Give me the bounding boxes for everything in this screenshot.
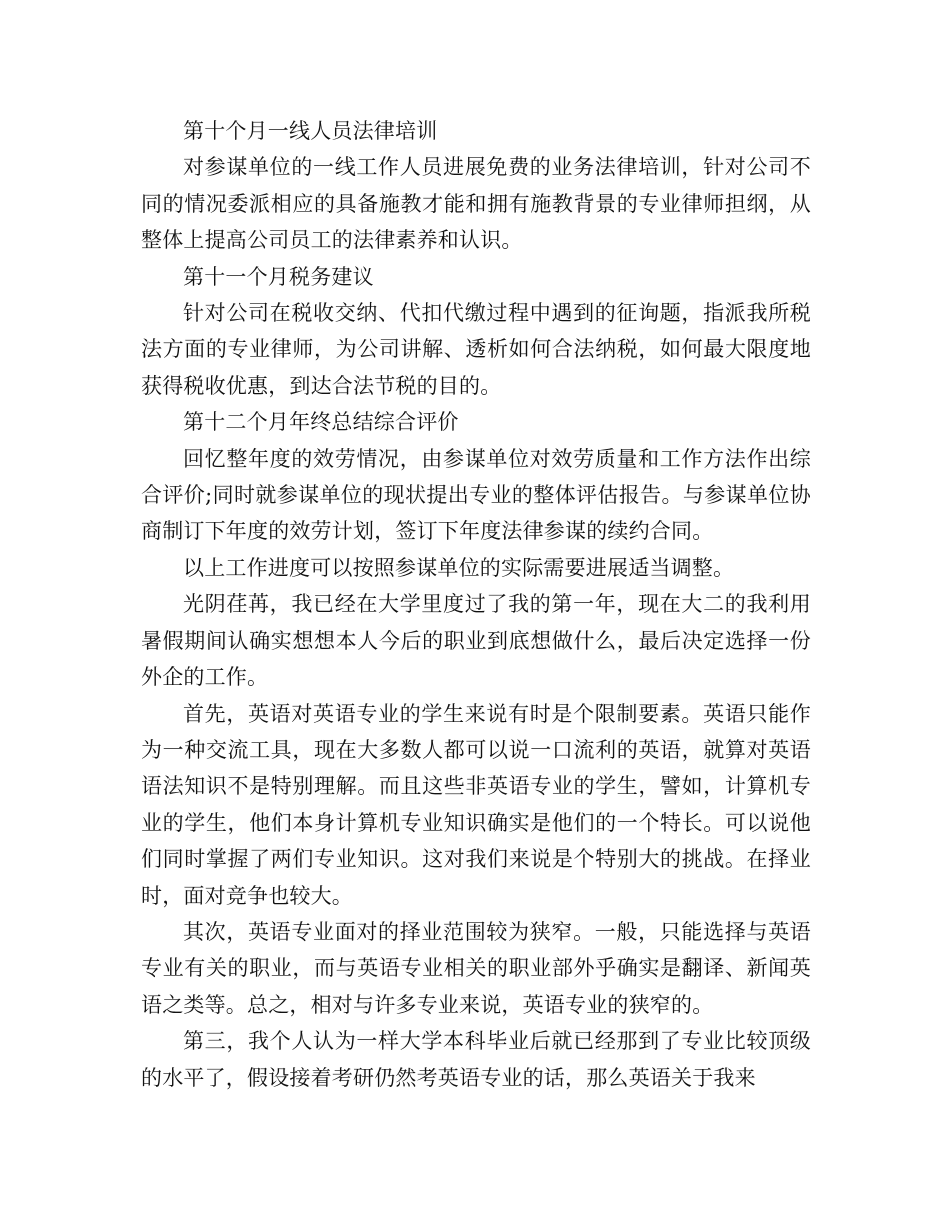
paragraph-tax-advice: 针对公司在税收交纳、代扣代缴过程中遇到的征询题，指派我所税法方面的专业律师，为公司讲解、透析如何合法纳税，如何最大限度地获得税收优惠，到达合法节税的目的。 xyxy=(141,301,811,398)
heading-month-11: 第十一个月税务建议 xyxy=(183,264,374,289)
paragraph-first-point: 首先，英语对英语专业的学生来说有时是个限制要素。英语只能作为一种交流工具，现在大多数人都可以说一口流利的英语，就算对英语语法知识不是特别理解。而且这些非英语专业的学生，譬如，计算机专业的学生，他们本身计算机专业知识确实是他们的一个特长。可以说他们同时掌握了两们专业知识。这对我们来说是个特别大的挑战。在择业时，面对竞争也较大。 xyxy=(141,701,811,908)
paragraph-legal-training: 对参谋单位的一线工作人员进展免费的业务法律培训，针对公司不同的情况委派相应的具备施教才能和拥有施教背景的专业律师担纲，从整体上提高公司员工的法律素养和认识。 xyxy=(141,155,811,253)
paragraph-career-intro: 光阴荏苒，我已经在大学里度过了我的第一年，现在大二的我利用暑假期间认确实想想本人今后的职业到底想做什么，最后决定选择一份外企的工作。 xyxy=(141,592,811,690)
heading-month-12: 第十二个月年终总结综合评价 xyxy=(183,410,459,435)
paragraph-schedule-note: 以上工作进度可以按照参谋单位的实际需要进展适当调整。 xyxy=(183,555,735,580)
paragraph-third-point: 第三，我个人认为一样大学本科毕业后就已经那到了专业比较顶级的水平了，假设接着考研仍然考英语专业的话，那么英语关于我来 xyxy=(141,1029,811,1090)
paragraph-second-point: 其次，英语专业面对的择业范围较为狭窄。一般，只能选择与英语专业有关的职业，而与英语专业相关的职业部外乎确实是翻译、新闻英语之类等。总之，相对与许多专业来说，英语专业的狭窄的。 xyxy=(141,919,811,1017)
document-body xyxy=(141,113,811,1096)
paragraph-annual-review: 回忆整年度的效劳情况，由参谋单位对效劳质量和工作方法作出综合评价;同时就参谋单位的现状提出专业的整体评估报告。与参谋单位协商制订下年度的效劳计划，签订下年度法律参谋的续约合同。 xyxy=(141,446,811,544)
heading-month-10: 第十个月一线人员法律培训 xyxy=(183,119,438,143)
